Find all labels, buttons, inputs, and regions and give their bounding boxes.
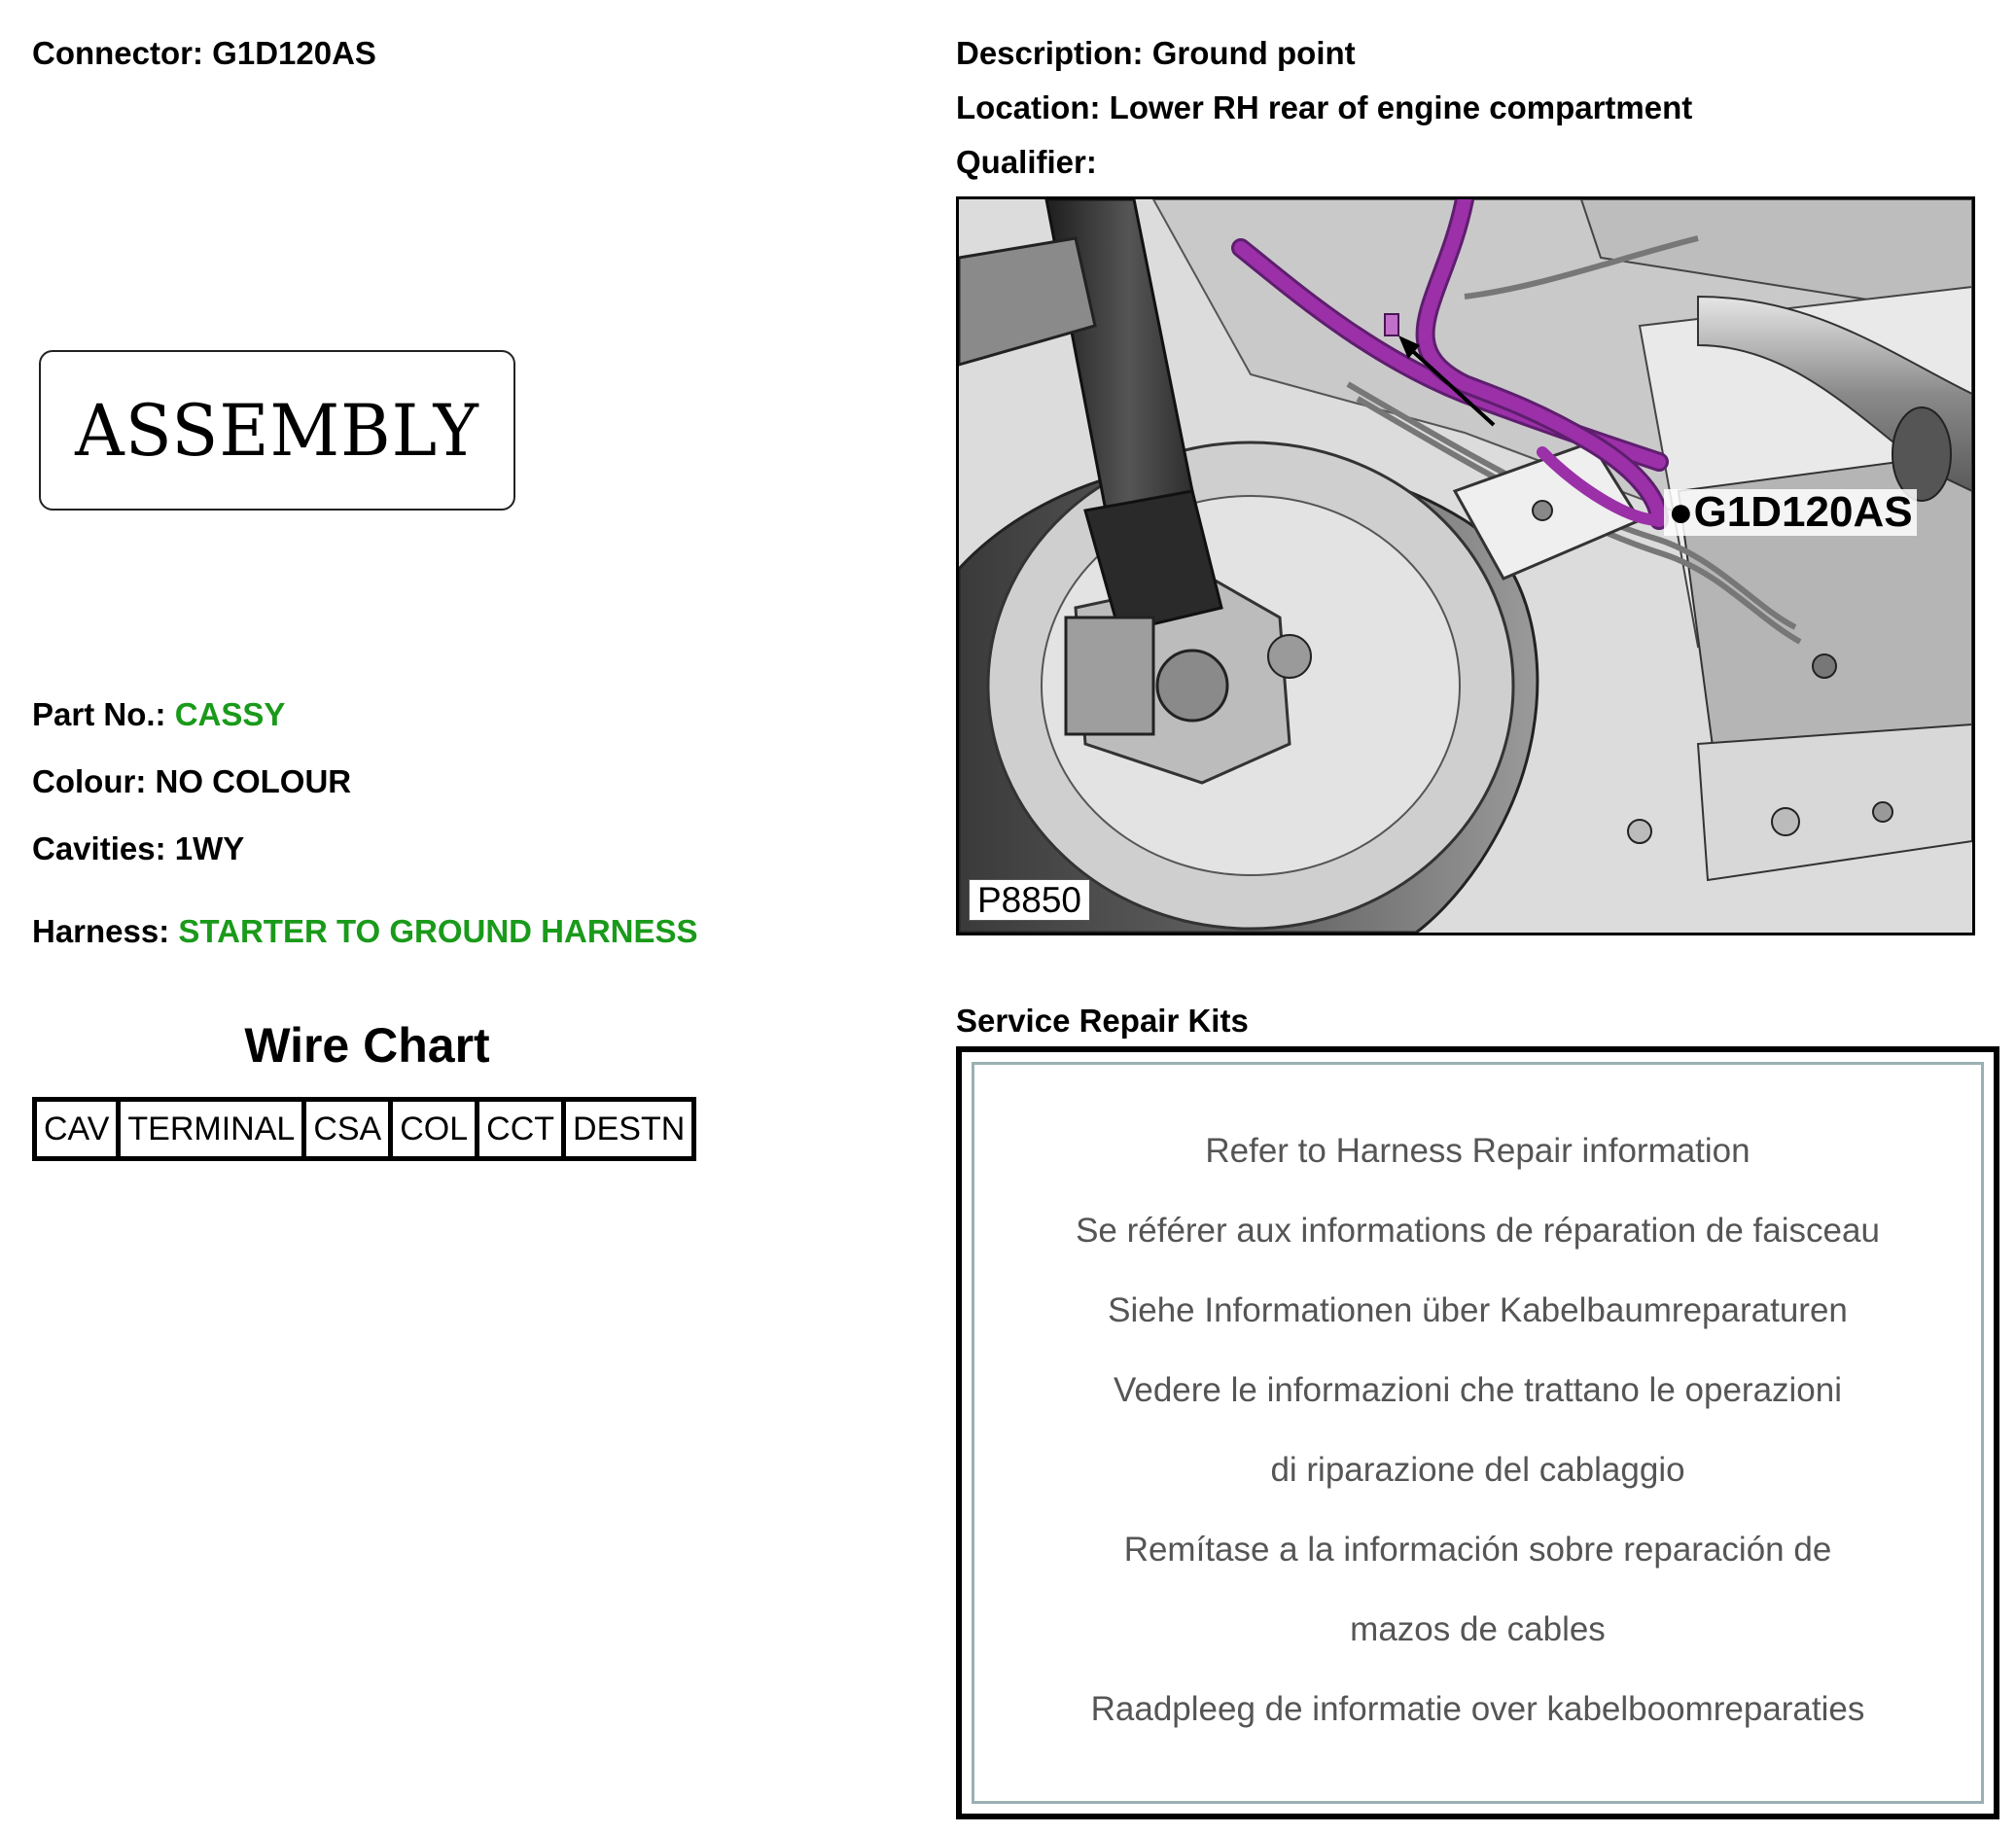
col-csa: CSA: [304, 1100, 391, 1159]
harness-label: Harness:: [32, 913, 170, 949]
location-label: Location:: [956, 89, 1101, 125]
assembly-stamp: [39, 350, 515, 511]
colour-row: [32, 765, 351, 797]
qualifier-row: [956, 146, 1097, 178]
kit-line-es-2: mazos de cables: [1350, 1610, 1606, 1648]
kit-line-fr: Se référer aux informations de réparation de faisceau: [1076, 1212, 1880, 1250]
col-destn: DESTN: [564, 1100, 694, 1159]
service-repair-kits-text: [974, 1111, 1981, 1749]
kit-line-it-1: Vedere le informazioni che trattano le operazioni: [1113, 1371, 1843, 1409]
part-no-value[interactable]: CASSY: [174, 696, 286, 732]
colour-value: NO COLOUR: [155, 763, 352, 799]
engine-compartment-drawing: [959, 199, 1972, 933]
illustration-code: P8850: [969, 879, 1090, 921]
description-value: Ground point: [1151, 35, 1356, 71]
qualifier-label: Qualifier:: [956, 144, 1097, 180]
connector-callout: ●G1D120AS: [1664, 489, 1917, 536]
harness-row: [32, 915, 698, 947]
wire-chart-table: [32, 1097, 696, 1161]
col-terminal: TERMINAL: [119, 1100, 304, 1159]
connector-heading: [32, 37, 376, 69]
description-row: [956, 37, 1356, 69]
location-value: Lower RH rear of engine compartment: [1109, 89, 1693, 125]
kit-line-nl: Raadpleeg de informatie over kabelboomreparaties: [1090, 1690, 1865, 1728]
part-no-row: [32, 698, 285, 730]
location-row: [956, 91, 1692, 123]
wire-chart-title: Wire Chart: [244, 1018, 490, 1073]
colour-label: Colour:: [32, 763, 147, 799]
wire-chart-header-row: [35, 1100, 694, 1159]
col-cav: CAV: [35, 1100, 119, 1159]
col-cct: CCT: [477, 1100, 564, 1159]
kit-line-en: Refer to Harness Repair information: [1205, 1132, 1751, 1170]
cavities-label: Cavities:: [32, 830, 166, 866]
part-no-label: Part No.:: [32, 696, 166, 732]
kit-line-de: Siehe Informationen über Kabelbaumreparaturen: [1108, 1291, 1848, 1329]
kit-line-es-1: Remítase a la información sobre reparación de: [1123, 1531, 1832, 1569]
cavities-row: [32, 832, 244, 864]
cavities-value: 1WY: [174, 830, 245, 866]
harness-value[interactable]: STARTER TO GROUND HARNESS: [178, 913, 698, 949]
col-col: COL: [391, 1100, 477, 1159]
connector-value: G1D120AS: [212, 35, 376, 71]
kit-line-it-2: di riparazione del cablaggio: [1270, 1451, 1685, 1489]
service-repair-kits-inner: [972, 1062, 1984, 1804]
connector-label: Connector:: [32, 35, 203, 71]
location-illustration: [956, 196, 1975, 935]
service-repair-kits-title: Service Repair Kits: [956, 1003, 1249, 1039]
assembly-stamp-text: ASSEMBLY: [75, 388, 479, 473]
service-repair-kits-box: [956, 1046, 1999, 1819]
description-label: Description:: [956, 35, 1144, 71]
